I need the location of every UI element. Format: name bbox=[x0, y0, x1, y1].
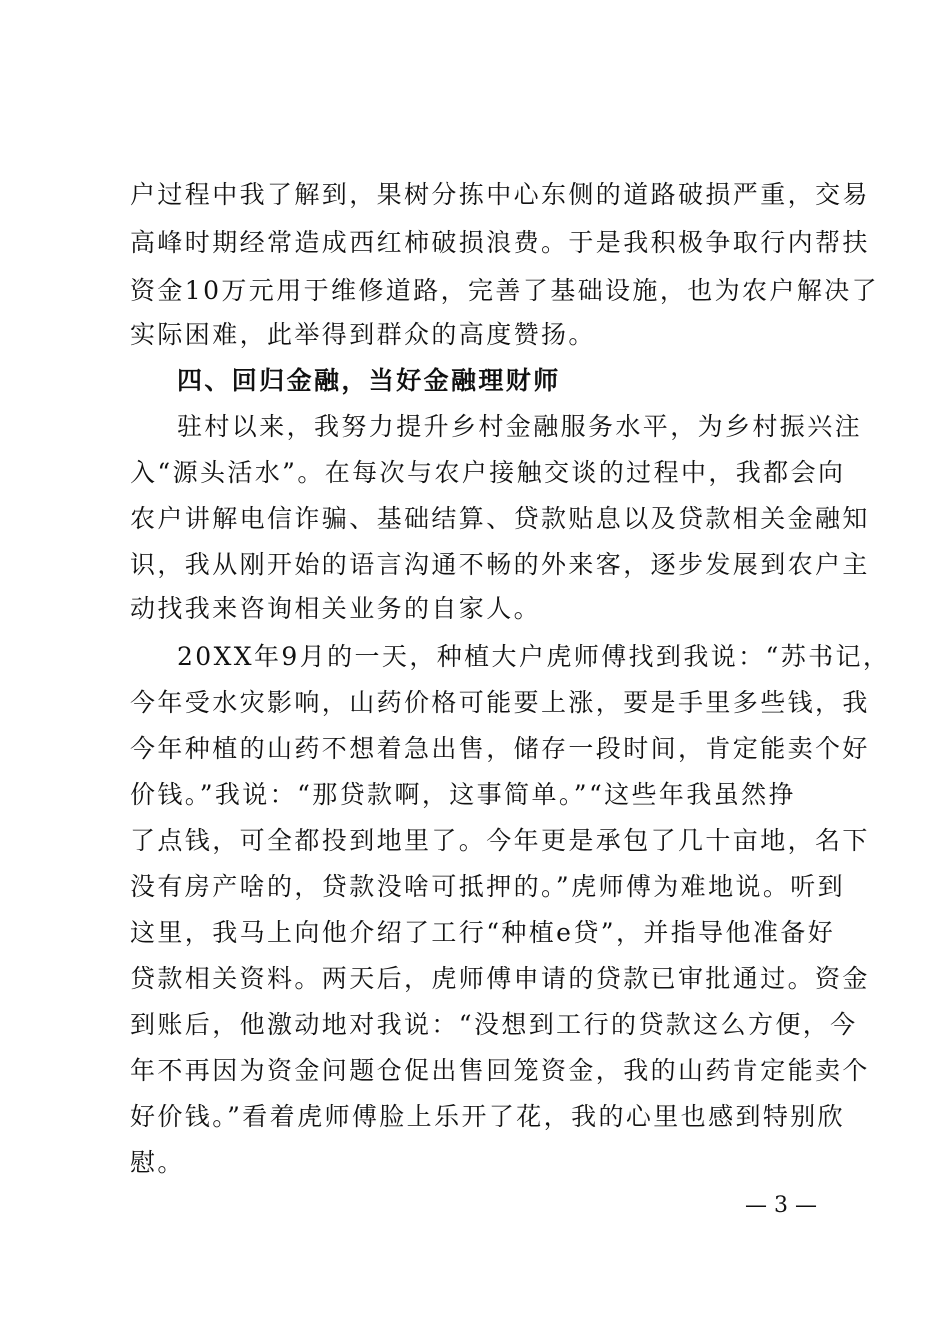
paragraph-3-line-4: 价钱。”我说：“那贷款啊，这事简单。”“这些年我虽然挣 bbox=[130, 780, 796, 809]
paragraph-2-line-2: 入“源头活水”。在每次与农户接触交谈的过程中，我都会向 bbox=[130, 458, 846, 487]
paragraph-3-line-1: 20XX年9月的一天，种植大户虎师傅找到我说：“苏书记， bbox=[177, 642, 891, 671]
paragraph-1-line-1: 户过程中我了解到，果树分拣中心东侧的道路破损严重，交易 bbox=[130, 180, 870, 209]
paragraph-3-line-9: 到账后，他激动地对我说：“没想到工行的贷款这么方便，今 bbox=[130, 1010, 858, 1039]
paragraph-2-line-4: 识，我从刚开始的语言沟通不畅的外来客，逐步发展到农户主 bbox=[130, 550, 870, 579]
paragraph-3-line-8: 贷款相关资料。两天后，虎师傅申请的贷款已审批通过。资金 bbox=[130, 964, 870, 993]
paragraph-3-line-6: 没有房产啥的，贷款没啥可抵押的。”虎师傅为难地说。听到 bbox=[130, 872, 846, 901]
paragraph-3-line-3: 今年种植的山药不想着急出售，储存一段时间，肯定能卖个好 bbox=[130, 734, 870, 763]
paragraph-2-line-5: 动找我来咨询相关业务的自家人。 bbox=[130, 594, 542, 623]
paragraph-1-line-4: 实际困难，此举得到群众的高度赞扬。 bbox=[130, 320, 596, 349]
page-number: — 3 — bbox=[745, 1193, 817, 1218]
section-heading: 四、回归金融，当好金融理财师 bbox=[177, 366, 561, 395]
paragraph-1-line-2: 高峰时期经常造成西红柿破损浪费。于是我积极争取行内帮扶 bbox=[130, 228, 870, 257]
paragraph-3-line-10: 年不再因为资金问题仓促出售回笼资金，我的山药肯定能卖个 bbox=[130, 1056, 870, 1085]
paragraph-3-line-2: 今年受水灾影响，山药价格可能要上涨，要是手里多些钱，我 bbox=[130, 688, 870, 717]
paragraph-3-line-5: 了点钱，可全都投到地里了。今年更是承包了几十亩地，名下 bbox=[130, 826, 870, 855]
paragraph-2-line-1: 驻村以来，我努力提升乡村金融服务水平，为乡村振兴注 bbox=[177, 412, 863, 441]
paragraph-1-line-3: 资金10万元用于维修道路，完善了基础设施，也为农户解决了 bbox=[130, 276, 880, 305]
paragraph-3-line-11: 好价钱。”看着虎师傅脸上乐开了花，我的心里也感到特别欣 bbox=[130, 1102, 846, 1131]
paragraph-3-line-7: 这里，我马上向他介绍了工行“种植e贷”，并指导他准备好 bbox=[130, 918, 836, 947]
paragraph-3-line-12: 慰。 bbox=[130, 1148, 185, 1177]
paragraph-2-line-3: 农户讲解电信诈骗、基础结算、贷款贴息以及贷款相关金融知 bbox=[130, 504, 870, 533]
